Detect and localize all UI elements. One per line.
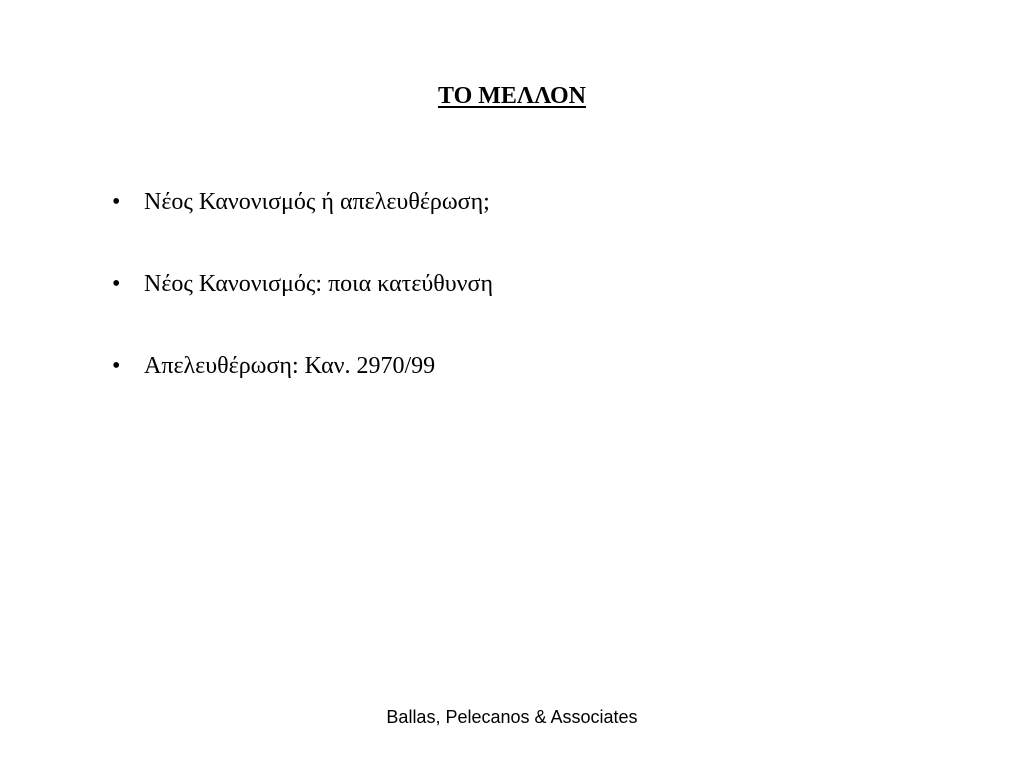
bullet-list (112, 184, 493, 430)
bullet-icon: • (112, 271, 121, 297)
footer-text: Ballas, Pelecanos & Associates (386, 707, 638, 727)
slide-title: ΤΟ ΜΕΛΛΟΝ (438, 83, 586, 109)
bullet-icon: • (112, 189, 121, 215)
list-item (112, 184, 493, 220)
bullet-text: Απελευθέρωση: Καν. 2970/99 (144, 353, 436, 379)
bullet-icon: • (112, 353, 121, 379)
list-item (112, 348, 493, 384)
bullet-text: Νέος Κανονισμός: ποια κατεύθυνση (144, 271, 493, 297)
bullet-text: Νέος Κανονισμός ή απελευθέρωση; (144, 189, 490, 215)
list-item (112, 266, 493, 302)
